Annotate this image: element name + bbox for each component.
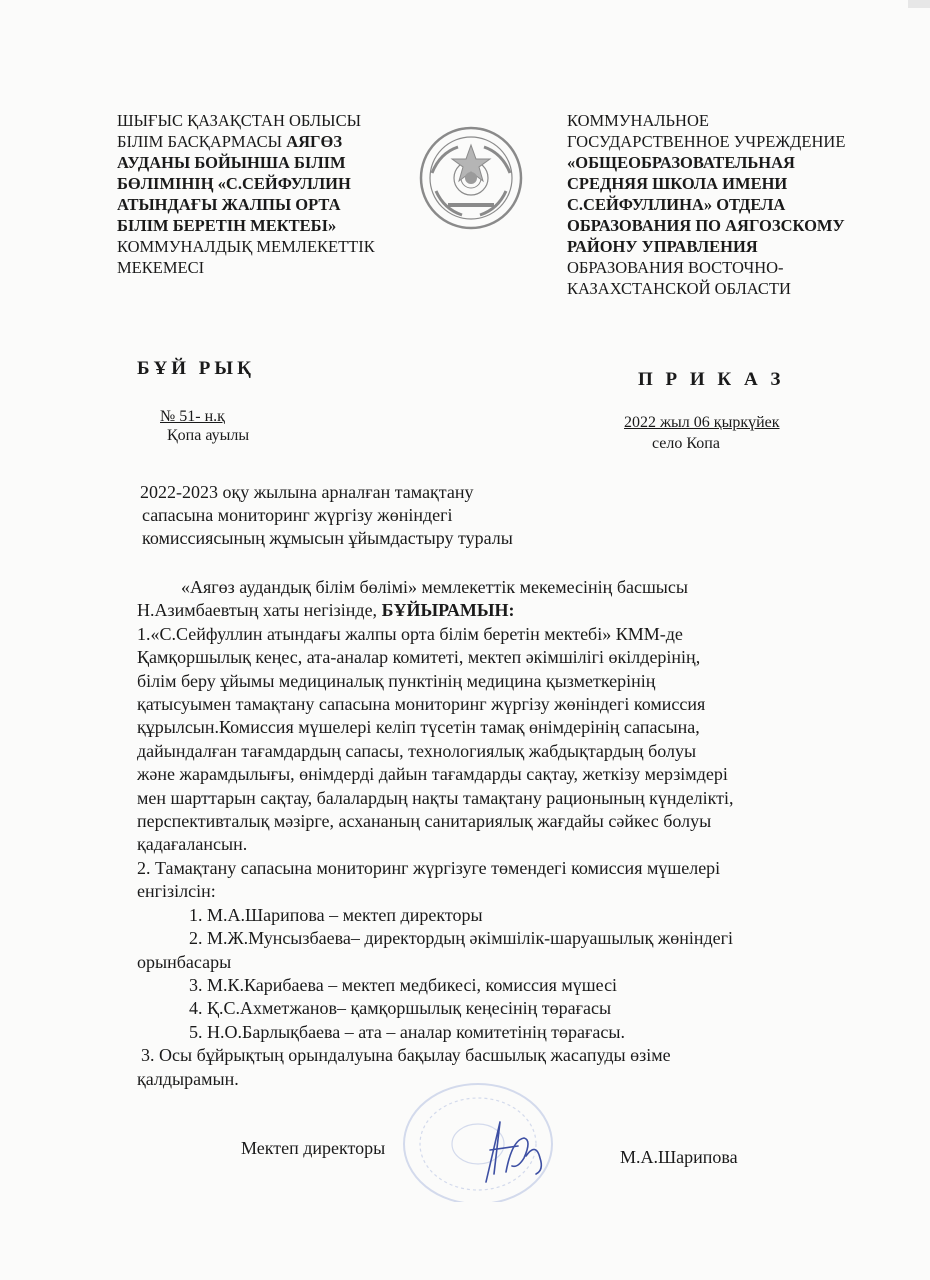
order-number: № 51- н.қ xyxy=(160,408,225,425)
subject-line: 2022-2023 оқу жылына арналған тамақтану xyxy=(140,482,474,502)
paragraph-line: мен шарттарын сақтау, балалардың нақты тамақтану рационының күнделікті, xyxy=(137,787,734,808)
member-item: 1. М.А.Шарипова – мектеп директоры xyxy=(189,904,483,925)
member-item: 3. М.К.Карибаева – мектеп медбикесі, комиссия мүшесі xyxy=(189,974,618,995)
paragraph-line: 1.«С.Сейфуллин атындағы жалпы орта білім беретін мектебі» КММ-де xyxy=(137,623,683,644)
paragraph-line: перспективталық мәзірге, асхананың санитариялық жағдайы сәйкес болуы xyxy=(137,811,712,832)
header-kz-line: АУДАНЫ БОЙЫНША БІЛІМ xyxy=(117,153,346,172)
order-title-ru: П Р И К А З xyxy=(638,369,785,390)
header-ru-line: РАЙОНУ УПРАВЛЕНИЯ xyxy=(567,237,758,256)
member-item: 5. Н.О.Барлықбаева – ата – аналар комитетінің төрағасы. xyxy=(189,1021,625,1042)
header-ru-line: КОММУНАЛЬНОЕ xyxy=(567,111,709,130)
scan-corner-mark xyxy=(908,0,930,8)
header-kz-line: БӨЛІМІНІҢ «С.СЕЙФУЛЛИН xyxy=(117,174,351,193)
paragraph-line: құрылсын.Комиссия мүшелері келіп түсетін тамақ өнімдерінің сапасына, xyxy=(137,717,700,738)
header-kz-line: ШЫҒЫС ҚАЗАҚСТАН ОБЛЫСЫ xyxy=(117,111,361,130)
paragraph-line: қатысуымен тамақтану сапасына мониторинг жүргізу жөніндегі комиссия xyxy=(137,694,706,715)
paragraph-line: 2. Тамақтану сапасына мониторинг жүргізуге төмендегі комиссия мүшелері xyxy=(137,857,721,878)
paragraph-line: қадағалансын. xyxy=(137,834,248,855)
place-kz: Қопа ауылы xyxy=(167,427,250,444)
header-kz-line: КОММУНАЛДЫҚ МЕМЛЕКЕТТІК xyxy=(117,237,375,256)
handwritten-signature xyxy=(466,1112,556,1192)
header-ru-line: ОБРАЗОВАНИЯ ВОСТОЧНО- xyxy=(567,258,784,277)
paragraph-line: 3. Осы бұйрықтың орындалуына бақылау басшылық жасапуды өзіме xyxy=(141,1045,671,1066)
header-kz-line: АТЫНДАҒЫ ЖАЛПЫ ОРТА xyxy=(117,195,341,214)
header-kazakh xyxy=(117,110,375,278)
signature-position: Мектеп директоры xyxy=(241,1138,386,1158)
intro-line: «Аягөз аудандық білім бөлімі» мемлекеттік мекемесінің басшысы xyxy=(181,577,688,597)
header-ru-line: ГОСУДАРСТВЕННОЕ УЧРЕЖДЕНИЕ xyxy=(567,132,846,151)
paragraph-1 xyxy=(137,623,837,857)
paragraph-line: дайындалған тағамдардың сапасы, технологиялық жабдықтардың болуы xyxy=(137,740,697,761)
header-russian xyxy=(567,110,845,299)
order-body xyxy=(137,576,837,1091)
header-ru-line: СРЕДНЯЯ ШКОЛА ИМЕНИ xyxy=(567,174,788,193)
paragraph-line: және жарамдылығы, өнімдерді дайын тағамдарды сақтау, жеткізу мерзімдері xyxy=(137,764,728,785)
header-ru-line: С.СЕЙФУЛЛИНА» ОТДЕЛА xyxy=(567,195,786,214)
order-title-kz: БҰЙ РЫҚ xyxy=(137,358,255,379)
member-item: 2. М.Ж.Мунсызбаева– директордың әкімшілік-шаруашылық жөніндегі xyxy=(189,928,734,949)
order-date: 2022 жыл 06 қыркүйек xyxy=(624,414,780,431)
paragraph-line: Қамқоршылық кеңес, ата-аналар комитеті, мектеп әкімшілігі өкілдерінің, xyxy=(137,647,701,668)
subject-line: комиссиясының жұмысын ұйымдастыру туралы xyxy=(142,528,513,548)
header-ru-line: КАЗАХСТАНСКОЙ ОБЛАСТИ xyxy=(567,279,791,298)
paragraph-line: енгізілсін: xyxy=(137,881,216,902)
signature-name: М.А.Шарипова xyxy=(620,1147,738,1167)
header-ru-line: ОБРАЗОВАНИЯ ПО АЯГОЗСКОМУ xyxy=(567,216,845,235)
state-emblem-icon xyxy=(418,125,524,231)
header-kz-line: БІЛІМ БЕРЕТІН МЕКТЕБІ» xyxy=(117,216,337,235)
header-ru-line: «ОБЩЕОБРАЗОВАТЕЛЬНАЯ xyxy=(567,153,795,172)
header-kz-line: БІЛІМ БАСҚАРМАСЫ АЯГӨЗ xyxy=(117,132,343,151)
paragraph-2 xyxy=(137,857,837,1044)
intro-line: Н.Азимбаевтың хаты негізінде, БҰЙЫРАМЫН: xyxy=(137,600,515,621)
header-kz-line: МЕКЕМЕСІ xyxy=(117,258,205,277)
subject-line: сапасына мониторинг жүргізу жөніндегі xyxy=(142,505,453,525)
order-subject xyxy=(140,481,513,550)
member-item: 4. Қ.С.Ахметжанов– қамқоршылық кеңесінің төрағасы xyxy=(189,998,612,1019)
place-ru: село Копа xyxy=(652,435,720,452)
paragraph-line: білім беру ұйымы медициналық пунктінің медицина қызметкерінің xyxy=(137,670,656,691)
member-item-cont: орынбасары xyxy=(137,951,232,972)
paragraph-line: қалдырамын. xyxy=(137,1068,239,1089)
